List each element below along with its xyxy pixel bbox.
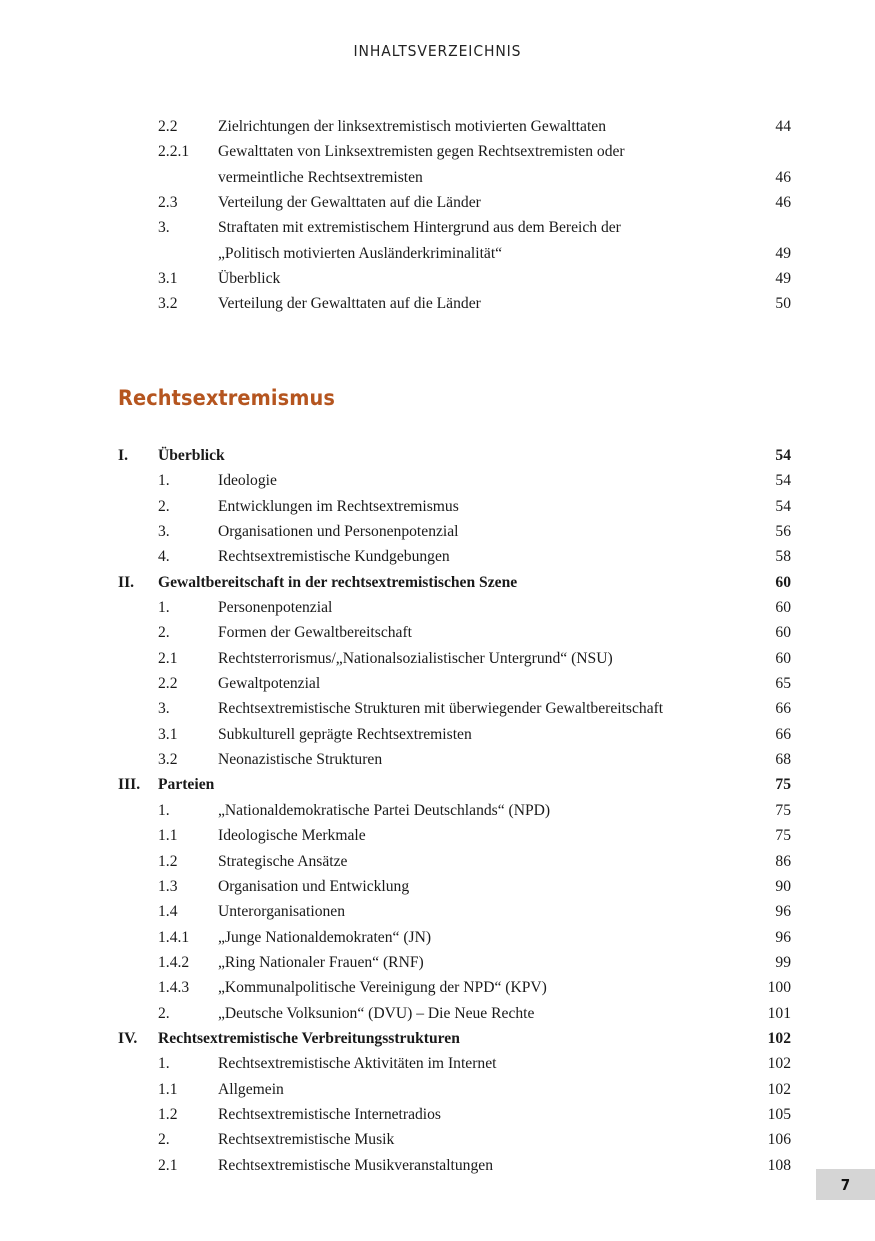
toc-row[interactable]	[0, 1001, 875, 1026]
toc-entry-number: 4.	[158, 548, 170, 566]
toc-entry-number: II.	[118, 573, 135, 591]
toc-section-rechtsextremismus	[0, 443, 875, 1178]
toc-entry-label: Straftaten mit extremistischem Hintergrund aus dem Bereich der	[218, 219, 621, 237]
toc-entry-page-number: 46	[775, 194, 791, 212]
toc-entry-label: „Kommunalpolitische Vereinigung der NPD“ (KPV)	[218, 979, 547, 997]
toc-row[interactable]	[0, 646, 875, 671]
toc-entry-page-number: 65	[775, 675, 791, 693]
toc-entry-page-number: 75	[775, 827, 791, 845]
toc-entry-page-number: 105	[767, 1105, 791, 1123]
toc-entry-label: Unterorganisationen	[218, 903, 346, 921]
toc-entry-number: 2.	[158, 1131, 170, 1149]
toc-entry-label: Organisation und Entwicklung	[218, 877, 410, 895]
toc-entry-page-number: 90	[775, 877, 791, 895]
toc-entry-number: 3.2	[158, 751, 178, 769]
toc-entry-number: 1.	[158, 472, 170, 490]
toc-entry-number: 3.2	[158, 295, 178, 313]
toc-entry-page-number: 60	[775, 649, 791, 667]
toc-entry-label: Allgemein	[218, 1080, 284, 1098]
toc-entry-label: Rechtsextremistische Aktivitäten im Internet	[218, 1055, 497, 1073]
toc-entry-page-number: 106	[767, 1131, 791, 1149]
toc-entry-number: 1.1	[158, 1080, 178, 1098]
toc-entry-page-number: 66	[775, 725, 791, 743]
toc-entry-number: 2.1	[158, 649, 178, 667]
toc-row[interactable]	[0, 1102, 875, 1127]
toc-entry-page-number: 99	[775, 953, 791, 971]
toc-row[interactable]	[0, 494, 875, 519]
toc-entry-page-number: 49	[775, 270, 791, 288]
toc-entry-label: „Deutsche Volksunion“ (DVU) – Die Neue Rechte	[218, 1004, 535, 1022]
toc-entry-number: 1.1	[158, 827, 178, 845]
toc-entry-page-number: 54	[775, 497, 791, 515]
toc-entry-label: Gewaltpotenzial	[218, 675, 321, 693]
toc-row[interactable]	[0, 874, 875, 899]
toc-entry-number: 3.1	[158, 725, 178, 743]
toc-entry-page-number: 54	[775, 447, 791, 464]
toc-entry-number: 3.1	[158, 270, 178, 288]
toc-entry-number: 3.	[158, 219, 170, 237]
toc-row[interactable]	[0, 1026, 875, 1051]
toc-entry-number: III.	[118, 776, 141, 794]
toc-entry-page-number: 102	[767, 1029, 791, 1047]
toc-entry-page-number: 102	[767, 1055, 791, 1073]
toc-row[interactable]	[0, 1077, 875, 1102]
toc-entry-page-number: 96	[775, 928, 791, 946]
toc-row[interactable]	[0, 215, 875, 240]
toc-row[interactable]	[0, 1127, 875, 1152]
toc-row[interactable]	[0, 620, 875, 645]
toc-row[interactable]	[0, 468, 875, 493]
running-header: INHALTSVERZEICHNIS	[353, 42, 522, 60]
toc-entry-page-number: 75	[775, 776, 791, 794]
folio-chip	[816, 1169, 875, 1200]
toc-entry-page-number: 86	[775, 852, 791, 870]
toc-entry-label: Rechtsextremistische Internetradios	[218, 1105, 442, 1123]
toc-entry-number: 1.2	[158, 852, 178, 870]
toc-entry-page-number: 56	[775, 523, 791, 541]
toc-entry-number: 1.	[158, 801, 170, 819]
toc-entry-page-number: 101	[767, 1004, 791, 1022]
toc-row[interactable]	[0, 291, 875, 316]
toc-entry-number: 1.	[158, 1055, 170, 1073]
toc-row[interactable]	[0, 190, 875, 215]
toc-entry-page-number: 96	[775, 903, 791, 921]
toc-entry-page-number: 44	[775, 118, 791, 135]
toc-entry-page-number: 49	[775, 244, 791, 262]
toc-entry-label: Rechtsextremistische Kundgebungen	[218, 548, 450, 566]
toc-entry-label: Überblick	[158, 447, 225, 464]
toc-row[interactable]	[0, 925, 875, 950]
toc-row[interactable]	[0, 266, 875, 291]
toc-entry-label: Rechtsextremistische Musikveranstaltungen	[218, 1156, 493, 1174]
toc-row[interactable]	[0, 241, 875, 266]
toc-entry-label: vermeintliche Rechtsextremisten	[218, 168, 423, 186]
toc-entry-label: Überblick	[218, 270, 281, 288]
toc-row[interactable]	[0, 519, 875, 544]
toc-entry-number: 2.3	[158, 194, 178, 212]
toc-entry-number: 2.	[158, 497, 170, 515]
toc-row[interactable]	[0, 950, 875, 975]
toc-entry-page-number: 100	[767, 979, 791, 997]
toc-entry-label: Verteilung der Gewalttaten auf die Länder	[218, 295, 481, 313]
toc-row[interactable]	[0, 139, 875, 164]
toc-entry-label: Gewaltbereitschaft in der rechtsextremistischen Szene	[158, 573, 518, 591]
toc-entry-number: 3.	[158, 523, 170, 541]
toc-entry-page-number: 60	[775, 624, 791, 642]
toc-row[interactable]	[0, 823, 875, 848]
toc-entry-label: Organisationen und Personenpotenzial	[218, 523, 459, 541]
toc-row[interactable]	[0, 114, 875, 139]
chapter-heading: Rechtsextremismus	[118, 386, 335, 411]
toc-entry-label: Entwicklungen im Rechtsextremismus	[218, 497, 459, 515]
toc-row[interactable]	[0, 544, 875, 569]
toc-row[interactable]	[0, 165, 875, 190]
toc-row[interactable]	[0, 595, 875, 620]
toc-entry-number: 2.2.1	[158, 143, 190, 161]
toc-entry-number: 3.	[158, 700, 170, 718]
toc-entry-number: 2.1	[158, 1156, 178, 1174]
toc-entry-number: 2.2	[158, 118, 178, 135]
toc-entry-number: 1.4.1	[158, 928, 190, 946]
toc-entry-label: Formen der Gewaltbereitschaft	[218, 624, 412, 642]
toc-row[interactable]	[0, 570, 875, 595]
toc-row[interactable]	[0, 443, 875, 468]
toc-entry-label: Parteien	[158, 776, 215, 794]
toc-entry-label: Verteilung der Gewalttaten auf die Länder	[218, 194, 481, 212]
toc-entry-page-number: 58	[775, 548, 791, 566]
toc-entry-page-number: 66	[775, 700, 791, 718]
toc-entry-label: Ideologische Merkmale	[218, 827, 366, 845]
toc-entry-number: 2.2	[158, 675, 178, 693]
toc-entry-label: „Nationaldemokratische Partei Deutschlands“ (NPD)	[218, 801, 551, 819]
toc-entry-number: 2.	[158, 1004, 170, 1022]
toc-entry-number: 1.2	[158, 1105, 178, 1123]
toc-entry-page-number: 75	[775, 801, 791, 819]
toc-entry-number: 1.	[158, 599, 170, 617]
toc-row[interactable]	[0, 772, 875, 797]
toc-entry-page-number: 60	[775, 599, 791, 617]
toc-row[interactable]	[0, 747, 875, 772]
toc-entry-label: Subkulturell geprägte Rechtsextremisten	[218, 725, 472, 743]
toc-entry-label: Personenpotenzial	[218, 599, 333, 617]
toc-entry-label: Rechtsextremistische Verbreitungsstrukturen	[158, 1029, 460, 1047]
toc-entry-label: Rechtsextremistische Strukturen mit überwiegender Gewaltbereitschaft	[218, 700, 664, 718]
toc-row[interactable]	[0, 798, 875, 823]
toc-row[interactable]	[0, 849, 875, 874]
toc-entry-number: 1.3	[158, 877, 178, 895]
toc-entry-label: Zielrichtungen der linksextremistisch motivierten Gewalttaten	[218, 118, 606, 135]
toc-entry-page-number: 54	[775, 472, 791, 490]
toc-entry-number: 2.	[158, 624, 170, 642]
toc-row[interactable]	[0, 722, 875, 747]
toc-entry-label: Ideologie	[218, 472, 277, 490]
toc-row[interactable]	[0, 1153, 875, 1178]
toc-row[interactable]	[0, 975, 875, 1000]
toc-entry-page-number: 68	[775, 751, 791, 769]
toc-row[interactable]	[0, 671, 875, 696]
toc-entry-number: 1.4.2	[158, 953, 190, 971]
toc-entry-page-number: 102	[767, 1080, 791, 1098]
toc-entry-page-number: 60	[775, 573, 791, 591]
toc-entry-label: „Politisch motivierten Ausländerkriminalität“	[218, 244, 503, 262]
toc-entry-page-number: 108	[767, 1156, 791, 1174]
toc-entry-number: I.	[118, 447, 128, 464]
toc-row[interactable]	[0, 696, 875, 721]
toc-row[interactable]	[0, 1051, 875, 1076]
toc-entry-label: Gewalttaten von Linksextremisten gegen Rechtsextremisten oder	[218, 143, 625, 161]
toc-entry-number: 1.4.3	[158, 979, 190, 997]
toc-entry-label: Rechtsextremistische Musik	[218, 1131, 395, 1149]
toc-entry-number: IV.	[118, 1029, 138, 1047]
toc-entry-label: Neonazistische Strukturen	[218, 751, 383, 769]
toc-entry-label: „Junge Nationaldemokraten“ (JN)	[218, 928, 432, 946]
folio-number: 7	[840, 1175, 851, 1194]
toc-entry-number: 1.4	[158, 903, 178, 921]
toc-entry-label: Rechtsterrorismus/„Nationalsozialistischer Untergrund“ (NSU)	[218, 649, 613, 667]
toc-entry-page-number: 50	[775, 295, 791, 313]
toc-entry-label: „Ring Nationaler Frauen“ (RNF)	[218, 953, 424, 971]
toc-entry-page-number: 46	[775, 168, 791, 186]
toc-entry-label: Strategische Ansätze	[218, 852, 348, 870]
toc-section-continued	[0, 114, 875, 317]
toc-row[interactable]	[0, 899, 875, 924]
